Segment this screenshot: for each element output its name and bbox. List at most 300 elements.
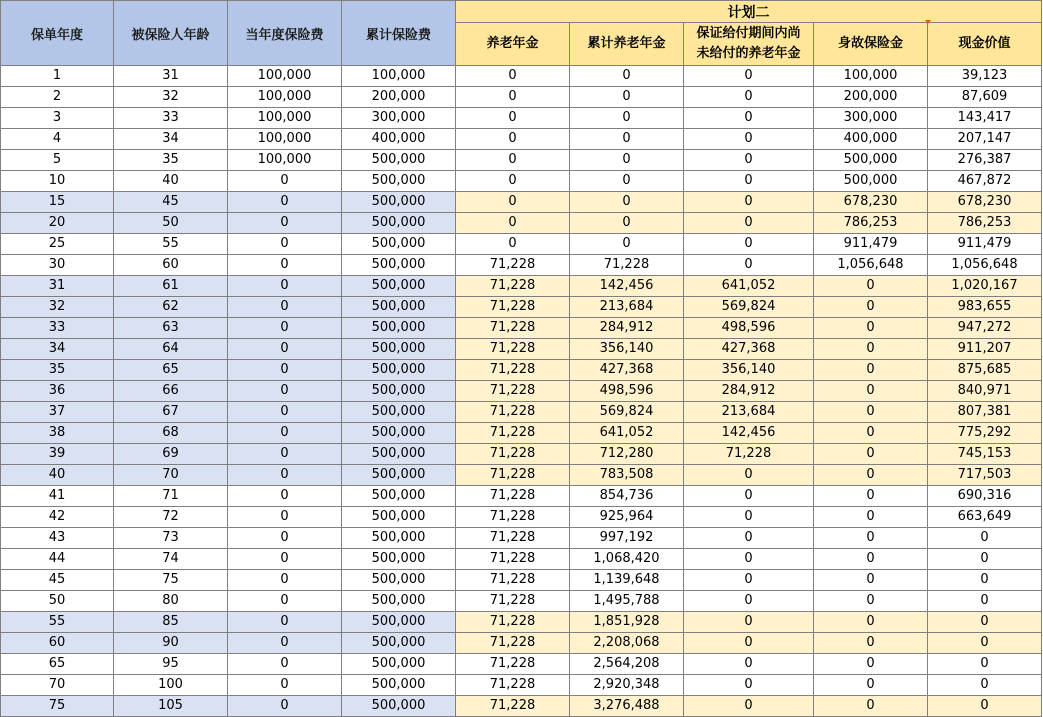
cell-cumulative-premium[interactable]: 400,000 xyxy=(342,129,456,150)
cell-cumulative-premium[interactable]: 500,000 xyxy=(342,381,456,402)
cell-cumulative-premium[interactable]: 500,000 xyxy=(342,192,456,213)
cell-cash-value[interactable]: 786,253 xyxy=(928,213,1042,234)
cell-insured-age[interactable]: 74 xyxy=(114,549,228,570)
cell-policy-year[interactable]: 5 xyxy=(1,150,114,171)
cell-pension[interactable]: 71,228 xyxy=(456,339,570,360)
cell-pension[interactable]: 71,228 xyxy=(456,633,570,654)
cell-policy-year[interactable]: 15 xyxy=(1,192,114,213)
cell-guaranteed-unpaid[interactable]: 0 xyxy=(684,87,814,108)
cell-death-benefit[interactable]: 0 xyxy=(814,675,928,696)
cell-policy-year[interactable]: 33 xyxy=(1,318,114,339)
cell-cash-value[interactable]: 276,387 xyxy=(928,150,1042,171)
cell-insured-age[interactable]: 31 xyxy=(114,66,228,87)
cell-cumulative-pension[interactable]: 2,208,068 xyxy=(570,633,684,654)
cell-cumulative-pension[interactable]: 0 xyxy=(570,108,684,129)
cell-pension[interactable]: 71,228 xyxy=(456,612,570,633)
cell-annual-premium[interactable]: 0 xyxy=(228,675,342,696)
cell-policy-year[interactable]: 50 xyxy=(1,591,114,612)
cell-cash-value[interactable]: 678,230 xyxy=(928,192,1042,213)
cell-guaranteed-unpaid[interactable]: 0 xyxy=(684,213,814,234)
cell-guaranteed-unpaid[interactable]: 0 xyxy=(684,696,814,717)
cell-insured-age[interactable]: 75 xyxy=(114,570,228,591)
cell-cumulative-pension[interactable]: 0 xyxy=(570,171,684,192)
cell-insured-age[interactable]: 66 xyxy=(114,381,228,402)
table-row xyxy=(1,444,1042,465)
cell-policy-year[interactable]: 42 xyxy=(1,507,114,528)
cell-cumulative-premium[interactable]: 500,000 xyxy=(342,633,456,654)
cell-guaranteed-unpaid[interactable]: 0 xyxy=(684,66,814,87)
cell-annual-premium[interactable]: 0 xyxy=(228,171,342,192)
cell-cumulative-premium[interactable]: 200,000 xyxy=(342,87,456,108)
cell-cumulative-premium[interactable]: 500,000 xyxy=(342,360,456,381)
cell-insured-age[interactable]: 33 xyxy=(114,108,228,129)
cell-cumulative-pension[interactable]: 783,508 xyxy=(570,465,684,486)
cell-policy-year[interactable]: 40 xyxy=(1,465,114,486)
cell-policy-year[interactable]: 38 xyxy=(1,423,114,444)
cell-pension[interactable]: 0 xyxy=(456,108,570,129)
cell-guaranteed-unpaid[interactable]: 0 xyxy=(684,675,814,696)
cell-cumulative-premium[interactable]: 500,000 xyxy=(342,570,456,591)
cell-pension[interactable]: 71,228 xyxy=(456,360,570,381)
cell-death-benefit[interactable]: 1,056,648 xyxy=(814,255,928,276)
cell-death-benefit[interactable]: 500,000 xyxy=(814,150,928,171)
cell-policy-year[interactable]: 39 xyxy=(1,444,114,465)
cell-annual-premium[interactable]: 100,000 xyxy=(228,66,342,87)
cell-insured-age[interactable]: 80 xyxy=(114,591,228,612)
cell-cumulative-pension[interactable]: 0 xyxy=(570,213,684,234)
cell-cumulative-pension[interactable]: 1,068,420 xyxy=(570,549,684,570)
table-row xyxy=(1,549,1042,570)
cell-pension[interactable]: 0 xyxy=(456,234,570,255)
cell-cash-value[interactable]: 745,153 xyxy=(928,444,1042,465)
cell-insured-age[interactable]: 70 xyxy=(114,465,228,486)
cell-death-benefit[interactable]: 0 xyxy=(814,423,928,444)
cell-annual-premium[interactable]: 0 xyxy=(228,402,342,423)
cell-insured-age[interactable]: 72 xyxy=(114,507,228,528)
cell-annual-premium[interactable]: 0 xyxy=(228,192,342,213)
cell-death-benefit[interactable]: 0 xyxy=(814,507,928,528)
cell-death-benefit[interactable]: 678,230 xyxy=(814,192,928,213)
cell-insured-age[interactable]: 34 xyxy=(114,129,228,150)
cell-insured-age[interactable]: 55 xyxy=(114,234,228,255)
cell-guaranteed-unpaid[interactable]: 0 xyxy=(684,591,814,612)
cell-insured-age[interactable]: 68 xyxy=(114,423,228,444)
cell-death-benefit[interactable]: 0 xyxy=(814,633,928,654)
cell-cumulative-premium[interactable]: 500,000 xyxy=(342,486,456,507)
cell-policy-year[interactable]: 65 xyxy=(1,654,114,675)
cell-pension[interactable]: 71,228 xyxy=(456,570,570,591)
cell-annual-premium[interactable]: 0 xyxy=(228,549,342,570)
cell-death-benefit[interactable]: 0 xyxy=(814,381,928,402)
cell-death-benefit[interactable]: 200,000 xyxy=(814,87,928,108)
cell-annual-premium[interactable]: 0 xyxy=(228,696,342,717)
cell-guaranteed-unpaid[interactable]: 0 xyxy=(684,528,814,549)
cell-cash-value[interactable]: 0 xyxy=(928,675,1042,696)
cell-policy-year[interactable]: 43 xyxy=(1,528,114,549)
cell-death-benefit[interactable]: 911,479 xyxy=(814,234,928,255)
cell-annual-premium[interactable]: 100,000 xyxy=(228,129,342,150)
cell-death-benefit[interactable]: 0 xyxy=(814,549,928,570)
cell-policy-year[interactable]: 31 xyxy=(1,276,114,297)
cell-annual-premium[interactable]: 0 xyxy=(228,570,342,591)
cell-death-benefit[interactable]: 0 xyxy=(814,318,928,339)
cell-cumulative-pension[interactable]: 2,564,208 xyxy=(570,654,684,675)
cell-cumulative-pension[interactable]: 356,140 xyxy=(570,339,684,360)
cell-pension[interactable]: 71,228 xyxy=(456,675,570,696)
cell-cumulative-pension[interactable]: 2,920,348 xyxy=(570,675,684,696)
cell-insured-age[interactable]: 32 xyxy=(114,87,228,108)
cell-cumulative-pension[interactable]: 997,192 xyxy=(570,528,684,549)
cell-cumulative-pension[interactable]: 0 xyxy=(570,129,684,150)
cell-cumulative-pension[interactable]: 641,052 xyxy=(570,423,684,444)
cell-annual-premium[interactable]: 0 xyxy=(228,465,342,486)
cell-cumulative-pension[interactable]: 0 xyxy=(570,66,684,87)
cell-cash-value[interactable]: 983,655 xyxy=(928,297,1042,318)
cell-cumulative-premium[interactable]: 500,000 xyxy=(342,297,456,318)
cell-cumulative-premium[interactable]: 500,000 xyxy=(342,444,456,465)
cell-annual-premium[interactable]: 0 xyxy=(228,255,342,276)
header-cumulative-pension[interactable]: 累计养老年金 xyxy=(570,23,684,66)
cell-annual-premium[interactable]: 0 xyxy=(228,213,342,234)
cell-insured-age[interactable]: 105 xyxy=(114,696,228,717)
cell-annual-premium[interactable]: 0 xyxy=(228,318,342,339)
table-row xyxy=(1,570,1042,591)
cell-cumulative-pension[interactable]: 712,280 xyxy=(570,444,684,465)
cell-cumulative-premium[interactable]: 500,000 xyxy=(342,171,456,192)
cell-annual-premium[interactable]: 0 xyxy=(228,234,342,255)
cell-pension[interactable]: 0 xyxy=(456,129,570,150)
cell-pension[interactable]: 71,228 xyxy=(456,696,570,717)
cell-annual-premium[interactable]: 100,000 xyxy=(228,150,342,171)
cell-guaranteed-unpaid[interactable]: 71,228 xyxy=(684,444,814,465)
cell-cumulative-premium[interactable]: 500,000 xyxy=(342,528,456,549)
cell-pension[interactable]: 71,228 xyxy=(456,381,570,402)
cell-policy-year[interactable]: 34 xyxy=(1,339,114,360)
cell-guaranteed-unpaid[interactable]: 356,140 xyxy=(684,360,814,381)
cell-guaranteed-unpaid[interactable]: 0 xyxy=(684,612,814,633)
cell-pension[interactable]: 71,228 xyxy=(456,423,570,444)
cell-annual-premium[interactable]: 0 xyxy=(228,381,342,402)
header-guaranteed-unpaid[interactable] xyxy=(684,23,814,66)
cell-death-benefit[interactable]: 0 xyxy=(814,570,928,591)
cell-insured-age[interactable]: 85 xyxy=(114,612,228,633)
cell-cumulative-premium[interactable]: 500,000 xyxy=(342,339,456,360)
cell-policy-year[interactable]: 30 xyxy=(1,255,114,276)
cell-guaranteed-unpaid[interactable]: 0 xyxy=(684,108,814,129)
cell-cumulative-premium[interactable]: 500,000 xyxy=(342,423,456,444)
cell-death-benefit[interactable]: 0 xyxy=(814,360,928,381)
cell-cumulative-pension[interactable]: 213,684 xyxy=(570,297,684,318)
cell-death-benefit[interactable]: 0 xyxy=(814,297,928,318)
cell-insured-age[interactable]: 63 xyxy=(114,318,228,339)
cell-annual-premium[interactable]: 0 xyxy=(228,486,342,507)
cell-cumulative-premium[interactable]: 500,000 xyxy=(342,213,456,234)
header-cash-value[interactable]: 现金价值 xyxy=(928,23,1042,66)
cell-death-benefit[interactable]: 0 xyxy=(814,528,928,549)
cell-cash-value[interactable]: 0 xyxy=(928,696,1042,717)
cell-cash-value[interactable]: 911,479 xyxy=(928,234,1042,255)
cell-cumulative-pension[interactable]: 0 xyxy=(570,234,684,255)
cell-policy-year[interactable]: 32 xyxy=(1,297,114,318)
cell-guaranteed-unpaid[interactable]: 0 xyxy=(684,486,814,507)
cell-cash-value[interactable]: 840,971 xyxy=(928,381,1042,402)
cell-cumulative-pension[interactable]: 1,139,648 xyxy=(570,570,684,591)
cell-pension[interactable]: 71,228 xyxy=(456,507,570,528)
cell-annual-premium[interactable]: 0 xyxy=(228,654,342,675)
cell-annual-premium[interactable]: 0 xyxy=(228,423,342,444)
cell-cumulative-pension[interactable]: 3,276,488 xyxy=(570,696,684,717)
cell-pension[interactable]: 71,228 xyxy=(456,255,570,276)
cell-cumulative-premium[interactable]: 300,000 xyxy=(342,108,456,129)
cell-death-benefit[interactable]: 0 xyxy=(814,486,928,507)
cell-cash-value[interactable]: 690,316 xyxy=(928,486,1042,507)
cell-cash-value[interactable]: 39,123 xyxy=(928,66,1042,87)
cell-cumulative-pension[interactable]: 427,368 xyxy=(570,360,684,381)
cell-cumulative-pension[interactable]: 1,495,788 xyxy=(570,591,684,612)
cell-insured-age[interactable]: 73 xyxy=(114,528,228,549)
cell-policy-year[interactable]: 55 xyxy=(1,612,114,633)
cell-annual-premium[interactable]: 0 xyxy=(228,528,342,549)
cell-guaranteed-unpaid[interactable]: 0 xyxy=(684,654,814,675)
cell-cumulative-premium[interactable]: 500,000 xyxy=(342,255,456,276)
cell-insured-age[interactable]: 35 xyxy=(114,150,228,171)
cell-cash-value[interactable]: 0 xyxy=(928,654,1042,675)
cell-annual-premium[interactable]: 0 xyxy=(228,444,342,465)
cell-cumulative-pension[interactable]: 284,912 xyxy=(570,318,684,339)
header-pension[interactable]: 养老年金 xyxy=(456,23,570,66)
cell-guaranteed-unpaid[interactable]: 0 xyxy=(684,150,814,171)
cell-cumulative-premium[interactable]: 500,000 xyxy=(342,675,456,696)
cell-cash-value[interactable]: 143,417 xyxy=(928,108,1042,129)
cell-insured-age[interactable]: 61 xyxy=(114,276,228,297)
table-row xyxy=(1,171,1042,192)
cell-death-benefit[interactable]: 0 xyxy=(814,339,928,360)
cell-cash-value[interactable]: 0 xyxy=(928,612,1042,633)
cell-insured-age[interactable]: 65 xyxy=(114,360,228,381)
cell-death-benefit[interactable]: 0 xyxy=(814,465,928,486)
cell-insured-age[interactable]: 90 xyxy=(114,633,228,654)
cell-cumulative-premium[interactable]: 500,000 xyxy=(342,402,456,423)
cell-cumulative-pension[interactable]: 142,456 xyxy=(570,276,684,297)
cell-insured-age[interactable]: 69 xyxy=(114,444,228,465)
cell-cash-value[interactable]: 0 xyxy=(928,570,1042,591)
cell-cash-value[interactable]: 947,272 xyxy=(928,318,1042,339)
cell-guaranteed-unpaid[interactable]: 0 xyxy=(684,255,814,276)
cell-cumulative-pension[interactable]: 925,964 xyxy=(570,507,684,528)
cell-insured-age[interactable]: 50 xyxy=(114,213,228,234)
cell-cumulative-pension[interactable]: 569,824 xyxy=(570,402,684,423)
cell-pension[interactable]: 0 xyxy=(456,171,570,192)
cell-cash-value[interactable]: 1,056,648 xyxy=(928,255,1042,276)
cell-annual-premium[interactable]: 100,000 xyxy=(228,87,342,108)
cell-pension[interactable]: 0 xyxy=(456,150,570,171)
cell-annual-premium[interactable]: 0 xyxy=(228,297,342,318)
cell-cumulative-pension[interactable]: 498,596 xyxy=(570,381,684,402)
cell-policy-year[interactable]: 70 xyxy=(1,675,114,696)
cell-guaranteed-unpaid[interactable]: 0 xyxy=(684,234,814,255)
cell-insured-age[interactable]: 71 xyxy=(114,486,228,507)
cell-death-benefit[interactable]: 0 xyxy=(814,276,928,297)
cell-death-benefit[interactable]: 0 xyxy=(814,444,928,465)
cell-cash-value[interactable]: 87,609 xyxy=(928,87,1042,108)
cell-cumulative-premium[interactable]: 500,000 xyxy=(342,696,456,717)
cell-insured-age[interactable]: 67 xyxy=(114,402,228,423)
cell-annual-premium[interactable]: 0 xyxy=(228,591,342,612)
cell-cumulative-pension[interactable]: 1,851,928 xyxy=(570,612,684,633)
cell-pension[interactable]: 71,228 xyxy=(456,486,570,507)
cell-cumulative-premium[interactable]: 500,000 xyxy=(342,465,456,486)
cell-policy-year[interactable]: 3 xyxy=(1,108,114,129)
cell-guaranteed-unpaid[interactable]: 213,684 xyxy=(684,402,814,423)
cell-cash-value[interactable]: 717,503 xyxy=(928,465,1042,486)
cell-cumulative-premium[interactable]: 500,000 xyxy=(342,549,456,570)
cell-policy-year[interactable]: 1 xyxy=(1,66,114,87)
cell-policy-year[interactable]: 41 xyxy=(1,486,114,507)
cell-death-benefit[interactable]: 400,000 xyxy=(814,129,928,150)
cell-cash-value[interactable]: 0 xyxy=(928,528,1042,549)
cell-guaranteed-unpaid[interactable]: 0 xyxy=(684,192,814,213)
header-annual-premium[interactable]: 当年度保险费 xyxy=(228,1,342,66)
cell-policy-year[interactable]: 45 xyxy=(1,570,114,591)
cell-pension[interactable]: 0 xyxy=(456,192,570,213)
cell-cumulative-premium[interactable]: 500,000 xyxy=(342,507,456,528)
cell-cumulative-premium[interactable]: 500,000 xyxy=(342,654,456,675)
cell-guaranteed-unpaid[interactable]: 0 xyxy=(684,570,814,591)
cell-cash-value[interactable]: 1,020,167 xyxy=(928,276,1042,297)
cell-annual-premium[interactable]: 0 xyxy=(228,612,342,633)
cell-cumulative-premium[interactable]: 500,000 xyxy=(342,591,456,612)
cell-cumulative-pension[interactable]: 0 xyxy=(570,192,684,213)
cell-pension[interactable]: 71,228 xyxy=(456,318,570,339)
cell-guaranteed-unpaid[interactable]: 0 xyxy=(684,465,814,486)
cell-guaranteed-unpaid[interactable]: 569,824 xyxy=(684,297,814,318)
cell-policy-year[interactable]: 20 xyxy=(1,213,114,234)
cell-pension[interactable]: 0 xyxy=(456,213,570,234)
cell-annual-premium[interactable]: 0 xyxy=(228,339,342,360)
table-row xyxy=(1,423,1042,444)
cell-guaranteed-unpaid[interactable]: 0 xyxy=(684,549,814,570)
cell-annual-premium[interactable]: 0 xyxy=(228,360,342,381)
cell-insured-age[interactable]: 62 xyxy=(114,297,228,318)
cell-guaranteed-unpaid[interactable]: 0 xyxy=(684,633,814,654)
cell-cumulative-premium[interactable]: 500,000 xyxy=(342,612,456,633)
cell-annual-premium[interactable]: 0 xyxy=(228,633,342,654)
cell-policy-year[interactable]: 37 xyxy=(1,402,114,423)
cell-pension[interactable]: 71,228 xyxy=(456,402,570,423)
cell-cash-value[interactable]: 0 xyxy=(928,633,1042,654)
header-plan[interactable]: 计划二 xyxy=(456,1,1042,23)
cell-cumulative-premium[interactable]: 100,000 xyxy=(342,66,456,87)
cell-annual-premium[interactable]: 100,000 xyxy=(228,108,342,129)
cell-guaranteed-unpaid[interactable]: 284,912 xyxy=(684,381,814,402)
cell-pension[interactable]: 71,228 xyxy=(456,528,570,549)
cell-insured-age[interactable]: 45 xyxy=(114,192,228,213)
cell-cash-value[interactable]: 207,147 xyxy=(928,129,1042,150)
cell-policy-year[interactable]: 4 xyxy=(1,129,114,150)
cell-cash-value[interactable]: 775,292 xyxy=(928,423,1042,444)
cell-death-benefit[interactable]: 786,253 xyxy=(814,213,928,234)
cell-pension[interactable]: 71,228 xyxy=(456,654,570,675)
cell-death-benefit[interactable]: 500,000 xyxy=(814,171,928,192)
cell-pension[interactable]: 71,228 xyxy=(456,549,570,570)
cell-pension[interactable]: 0 xyxy=(456,87,570,108)
cell-cumulative-pension[interactable]: 0 xyxy=(570,150,684,171)
cell-annual-premium[interactable]: 0 xyxy=(228,507,342,528)
cell-cumulative-pension[interactable]: 0 xyxy=(570,87,684,108)
cell-cash-value[interactable]: 0 xyxy=(928,591,1042,612)
cell-annual-premium[interactable]: 0 xyxy=(228,276,342,297)
cell-policy-year[interactable]: 44 xyxy=(1,549,114,570)
cell-death-benefit[interactable]: 0 xyxy=(814,591,928,612)
cell-pension[interactable]: 71,228 xyxy=(456,297,570,318)
cell-cash-value[interactable]: 807,381 xyxy=(928,402,1042,423)
cell-guaranteed-unpaid[interactable]: 142,456 xyxy=(684,423,814,444)
cell-policy-year[interactable]: 75 xyxy=(1,696,114,717)
cell-pension[interactable]: 71,228 xyxy=(456,276,570,297)
cell-guaranteed-unpaid[interactable]: 427,368 xyxy=(684,339,814,360)
cell-cash-value[interactable]: 875,685 xyxy=(928,360,1042,381)
cell-cumulative-pension[interactable]: 854,736 xyxy=(570,486,684,507)
table-row xyxy=(1,612,1042,633)
table-row xyxy=(1,339,1042,360)
header-insured-age[interactable]: 被保险人年龄 xyxy=(114,1,228,66)
cell-cumulative-premium[interactable]: 500,000 xyxy=(342,234,456,255)
cell-insured-age[interactable]: 40 xyxy=(114,171,228,192)
cell-insured-age[interactable]: 60 xyxy=(114,255,228,276)
cell-policy-year[interactable]: 10 xyxy=(1,171,114,192)
cell-policy-year[interactable]: 35 xyxy=(1,360,114,381)
cell-cumulative-premium[interactable]: 500,000 xyxy=(342,150,456,171)
cell-cumulative-premium[interactable]: 500,000 xyxy=(342,276,456,297)
cell-guaranteed-unpaid[interactable]: 498,596 xyxy=(684,318,814,339)
cell-death-benefit[interactable]: 0 xyxy=(814,402,928,423)
cell-death-benefit[interactable]: 100,000 xyxy=(814,66,928,87)
table-row xyxy=(1,192,1042,213)
cell-cash-value[interactable]: 467,872 xyxy=(928,171,1042,192)
cell-death-benefit[interactable]: 300,000 xyxy=(814,108,928,129)
cell-guaranteed-unpaid[interactable]: 0 xyxy=(684,171,814,192)
cell-death-benefit[interactable]: 0 xyxy=(814,612,928,633)
cell-guaranteed-unpaid[interactable]: 0 xyxy=(684,507,814,528)
header-death-benefit[interactable]: 身故保险金 xyxy=(814,23,928,66)
cell-pension[interactable]: 0 xyxy=(456,66,570,87)
cell-cash-value[interactable]: 0 xyxy=(928,549,1042,570)
cell-pension[interactable]: 71,228 xyxy=(456,591,570,612)
cell-policy-year[interactable]: 2 xyxy=(1,87,114,108)
cell-policy-year[interactable]: 36 xyxy=(1,381,114,402)
cell-guaranteed-unpaid[interactable]: 641,052 xyxy=(684,276,814,297)
cell-policy-year[interactable]: 60 xyxy=(1,633,114,654)
table-row xyxy=(1,675,1042,696)
cell-cash-value[interactable]: 911,207 xyxy=(928,339,1042,360)
cell-insured-age[interactable]: 100 xyxy=(114,675,228,696)
cell-death-benefit[interactable]: 0 xyxy=(814,654,928,675)
table-row xyxy=(1,129,1042,150)
cell-pension[interactable]: 71,228 xyxy=(456,465,570,486)
cell-cash-value[interactable]: 663,649 xyxy=(928,507,1042,528)
table-row xyxy=(1,633,1042,654)
header-cumulative-premium[interactable]: 累计保险费 xyxy=(342,1,456,66)
cell-pension[interactable]: 71,228 xyxy=(456,444,570,465)
cell-guaranteed-unpaid[interactable]: 0 xyxy=(684,129,814,150)
header-policy-year[interactable]: 保单年度 xyxy=(1,1,114,66)
cell-insured-age[interactable]: 64 xyxy=(114,339,228,360)
cell-cumulative-pension[interactable]: 71,228 xyxy=(570,255,684,276)
cell-death-benefit[interactable]: 0 xyxy=(814,696,928,717)
cell-policy-year[interactable]: 25 xyxy=(1,234,114,255)
cell-cumulative-premium[interactable]: 500,000 xyxy=(342,318,456,339)
cell-insured-age[interactable]: 95 xyxy=(114,654,228,675)
